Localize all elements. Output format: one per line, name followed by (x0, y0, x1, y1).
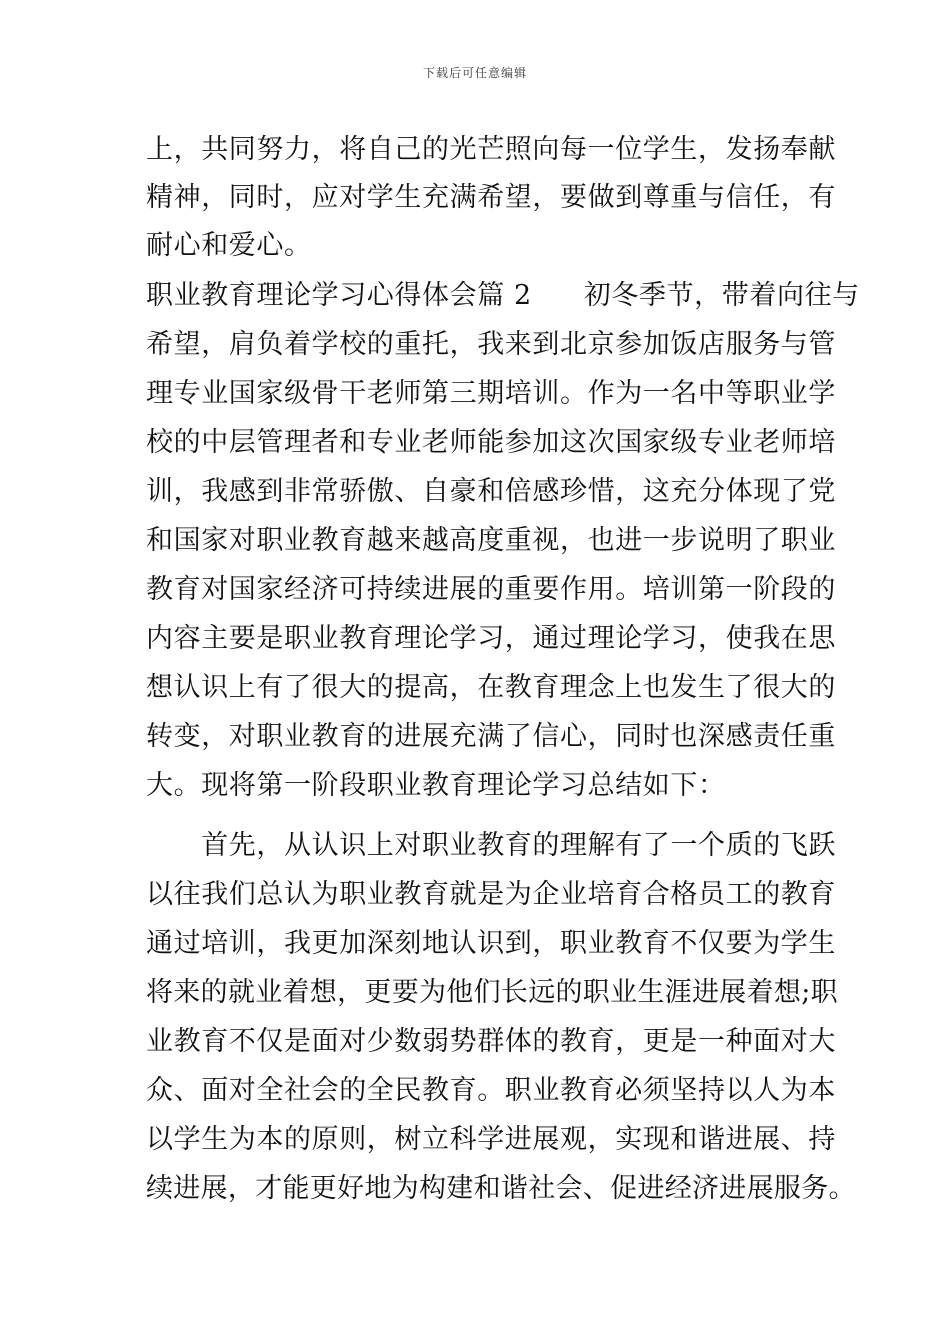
body-line: 大。现将第一阶段职业教育理论学习总结如下： (146, 770, 726, 801)
paragraph-first-line: 首先，从认识上对职业教育的理解有了一个质的飞跃 (146, 830, 836, 861)
body-line: 训，我感到非常骄傲、自豪和倍感珍惜，这充分体现了党 (146, 476, 836, 507)
body-line: 精神，同时，应对学生充满希望，要做到尊重与信任，有 (146, 182, 836, 213)
body-line: 续进展，才能更好地为构建和谐社会、促进经济进展服务。 (146, 1173, 856, 1204)
section-title: 职业教育理论学习心得体会篇 2 (146, 280, 532, 311)
body-line: 和国家对职业教育越来越高度重视，也进一步说明了职业 (146, 525, 836, 556)
body-line: 转变，对职业教育的进展充满了信心，同时也深感责任重 (146, 721, 836, 752)
body-line: 通过培训，我更加深刻地认识到，职业教育不仅要为学生 (146, 928, 836, 959)
body-line: 上，共同努力，将自己的光芒照向每一位学生，发扬奉献 (146, 134, 836, 165)
section-first-text: 初冬季节，带着向往与 (583, 280, 860, 311)
body-line: 以学生为本的原则，树立科学进展观，实现和谐进展、持 (146, 1124, 836, 1155)
body-line: 将来的就业着想，更要为他们长远的职业生涯进展着想;职 (146, 977, 838, 1008)
body-line: 理专业国家级骨干老师第三期培训。作为一名中等职业学 (146, 378, 836, 409)
body-line: 想认识上有了很大的提高，在教育理念上也发生了很大的 (146, 672, 836, 703)
body-line: 业教育不仅是面对少数弱势群体的教育，更是一种面对大 (146, 1026, 836, 1057)
body-line: 教育对国家经济可持续进展的重要作用。培训第一阶段的 (146, 574, 836, 605)
body-line: 校的中层管理者和专业老师能参加这次国家级专业老师培 (146, 427, 836, 458)
body-line: 内容主要是职业教育理论学习，通过理论学习，使我在思 (146, 623, 836, 654)
section-heading-line (146, 272, 860, 320)
body-line: 希望，肩负着学校的重托，我来到北京参加饭店服务与管 (146, 329, 836, 360)
body-line: 耐心和爱心。 (146, 230, 312, 261)
body-line: 众、面对全社会的全民教育。职业教育必须坚持以人为本 (146, 1075, 836, 1106)
body-line: 以往我们总认为职业教育就是为企业培育合格员工的教育 (146, 879, 836, 910)
page-header: 下载后可任意编辑 (422, 66, 527, 80)
